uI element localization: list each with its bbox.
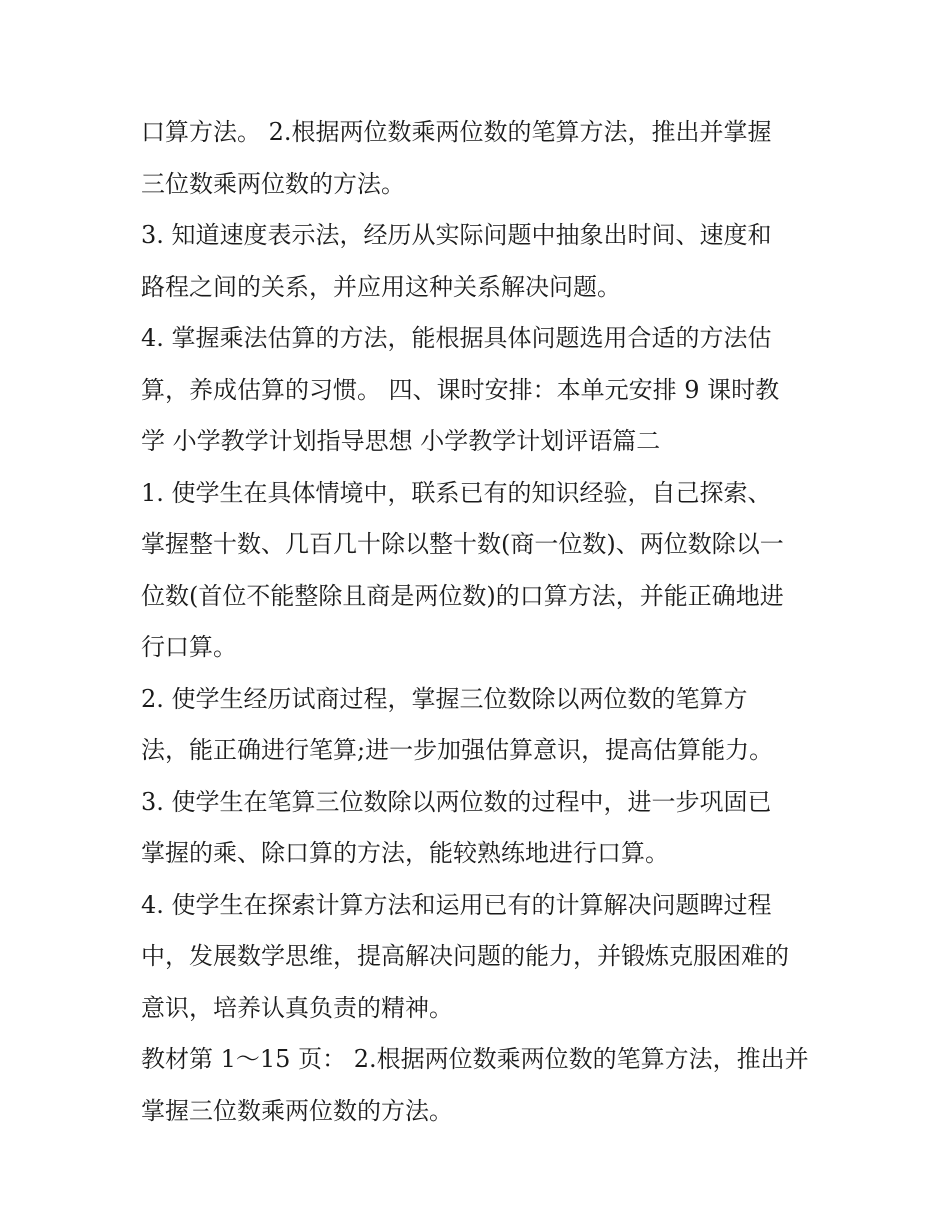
text-line: 三位数乘两位数的方法。 (141, 169, 405, 198)
text-line: 中，发展数学思维，提高解决问题的能力，并锻炼克服困难的 (141, 942, 789, 970)
text-line: 掌握三位数乘两位数的方法。 (141, 1096, 453, 1125)
text-line: 学 小学教学计划指导思想 小学教学计划评语篇二 (141, 427, 661, 455)
text-line: 教材第 1～15 页： 2.根据两位数乘两位数的笔算方法，推出并 (141, 1045, 809, 1073)
text-line: 1. 使学生在具体情境中，联系已有的知识经验，自己探索、 (141, 478, 772, 507)
text-line: 4. 使学生在探索计算方法和运用已有的计算解决问题睥过程 (141, 890, 772, 919)
text-line: 法，能正确进行笔算;进一步加强估算意识，提高估算能力。 (141, 736, 774, 764)
text-line: 口算方法。 2.根据两位数乘两位数的笔算方法，推出并掌握 (141, 118, 772, 146)
document-body (141, 107, 821, 1137)
text-line: 行口算。 (141, 633, 237, 661)
text-line: 算，养成估算的习惯。 四、课时安排：本单元安排 9 课时教 (141, 375, 780, 404)
text-line: 3. 知道速度表示法，经历从实际问题中抽象出时间、速度和 (141, 221, 772, 249)
text-line: 位数(首位不能整除且商是两位数)的口算方法，并能正确地进 (141, 581, 784, 610)
text-line: 意识，培养认真负责的精神。 (141, 993, 453, 1022)
text-line: 掌握的乘、除口算的方法，能较熟练地进行口算。 (141, 839, 669, 867)
text-line: 路程之间的关系，并应用这种关系解决问题。 (141, 272, 621, 301)
text-line: 3. 使学生在笔算三位数除以两位数的过程中，进一步巩固已 (141, 787, 772, 816)
text-line: 掌握整十数、几百几十除以整十数(商一位数)、两位数除以一 (141, 530, 784, 558)
text-line: 4. 掌握乘法估算的方法，能根据具体问题选用合适的方法估 (141, 324, 772, 352)
text-line: 2. 使学生经历试商过程，掌握三位数除以两位数的笔算方 (141, 684, 748, 713)
